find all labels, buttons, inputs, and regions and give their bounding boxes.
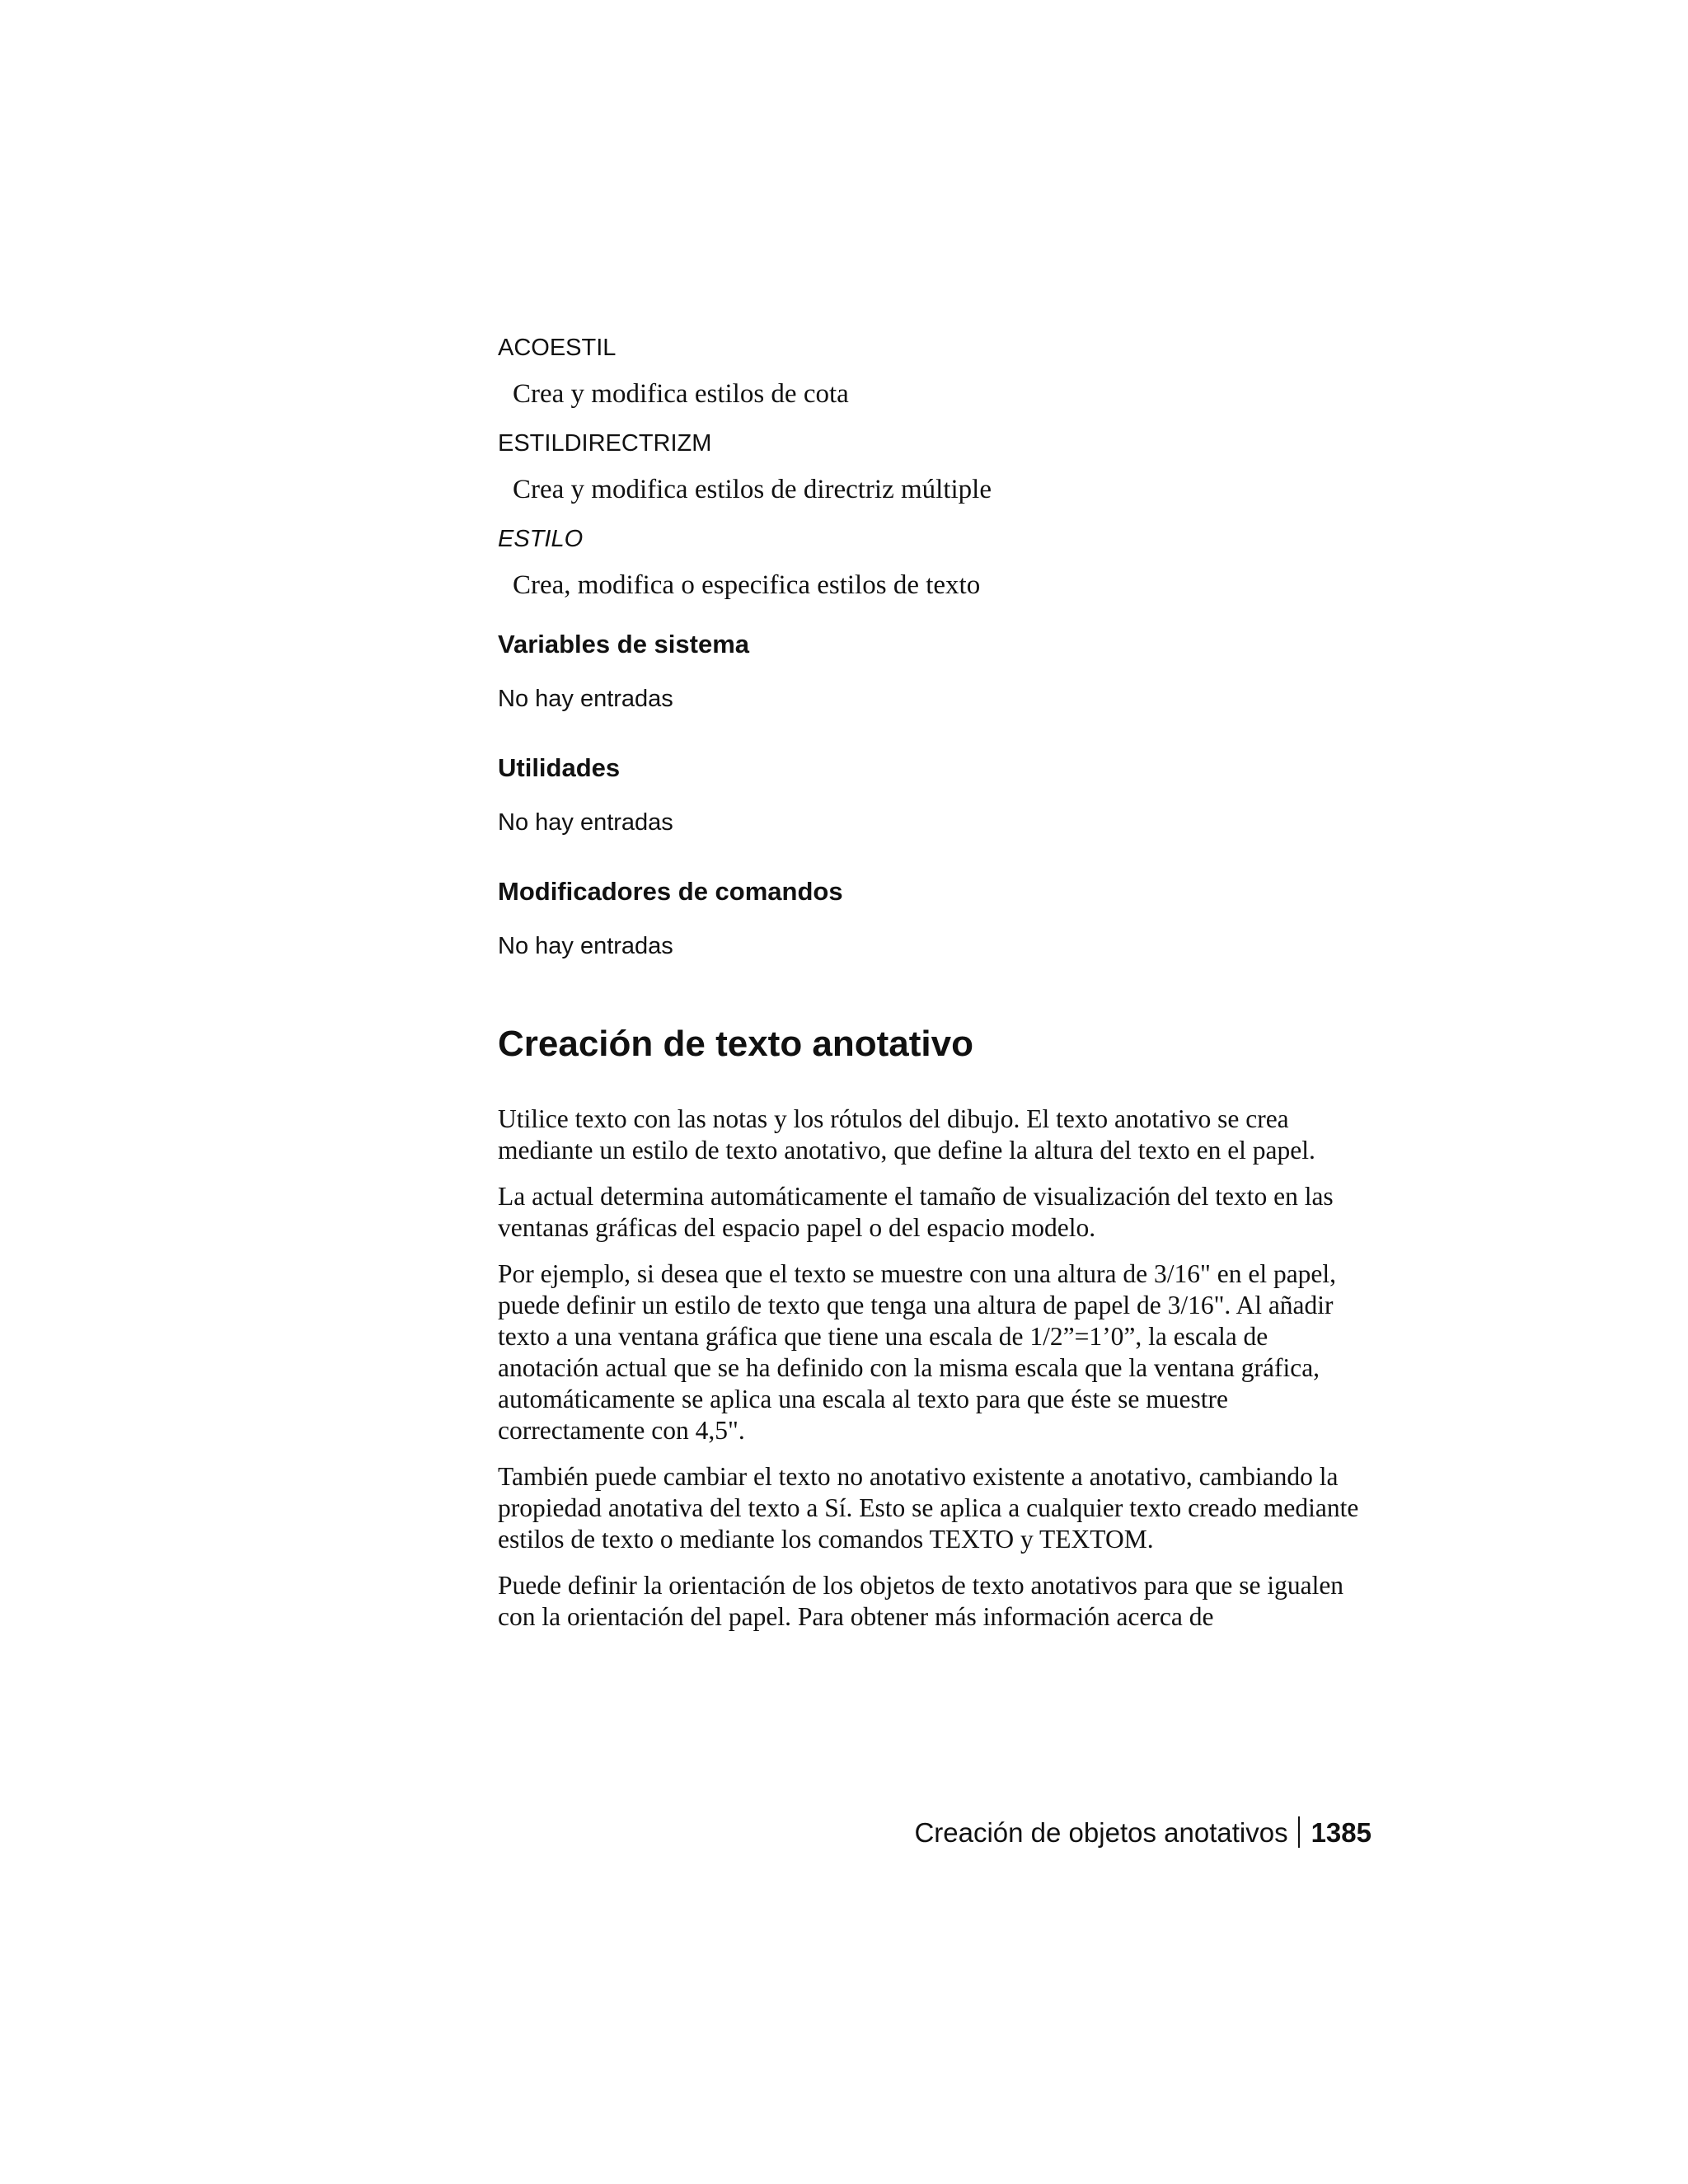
command-description-acoestil: Crea y modifica estilos de cota <box>513 379 849 409</box>
paragraph: También puede cambiar el texto no anotativo existente a anotativo, cambiando la propiedad anotativa del texto a Sí. Esto se aplica a cualquier texto creado mediante estilos de texto o mediante los comandos TEXTO y TEXTOM. <box>498 1462 1359 1554</box>
footer-chapter-title: Creación de objetos anotativos <box>914 1817 1288 1848</box>
command-modifiers-heading: Modificadores de comandos <box>498 877 843 906</box>
command-modifiers-text: No hay entradas <box>498 933 673 959</box>
command-description-estilo: Crea, modifica o especifica estilos de texto <box>513 570 981 600</box>
section-title: Creación de texto anotativo <box>498 1024 974 1064</box>
paragraph: La actual determina automáticamente el tamaño de visualización del texto en las ventanas gráficas del espacio papel o del espacio modelo. <box>498 1182 1334 1242</box>
paragraph: Puede definir la orientación de los objetos de texto anotativos para que se igualen con la orientación del papel. Para obtener más información acerca de <box>498 1571 1344 1631</box>
command-name-acoestil: ACOESTIL <box>498 335 617 361</box>
paragraph: Por ejemplo, si desea que el texto se muestre con una altura de 3/16" en el papel, puede definir un estilo de texto que tenga una altura de papel de 3/16". Al añadir texto a una ventana gráfica que tiene una escala de 1/2”=1’0”, la escala de anotación actual que se ha definido con la misma escala que la ventana gráfica, automáticamente se aplica una escala al texto para que éste se muestre correctamente con 4,5". <box>498 1259 1337 1445</box>
page-number: 1385 <box>1311 1817 1372 1848</box>
system-variables-text: No hay entradas <box>498 686 673 712</box>
utilities-heading: Utilidades <box>498 753 621 782</box>
page-content <box>498 334 1373 1647</box>
page-footer <box>914 1816 1372 1849</box>
command-name-estilo: ESTILO <box>498 526 584 552</box>
system-variables-heading: Variables de sistema <box>498 630 750 658</box>
paragraph: Utilice texto con las notas y los rótulos del dibujo. El texto anotativo se crea mediante un estilo de texto anotativo, que define la altura del texto en el papel. <box>498 1104 1315 1165</box>
command-name-estildirectrizm: ESTILDIRECTRIZM <box>498 430 712 457</box>
utilities-text: No hay entradas <box>498 809 673 836</box>
command-description-estildirectrizm: Crea y modifica estilos de directriz múltiple <box>513 475 992 504</box>
footer-separator <box>1298 1816 1300 1848</box>
